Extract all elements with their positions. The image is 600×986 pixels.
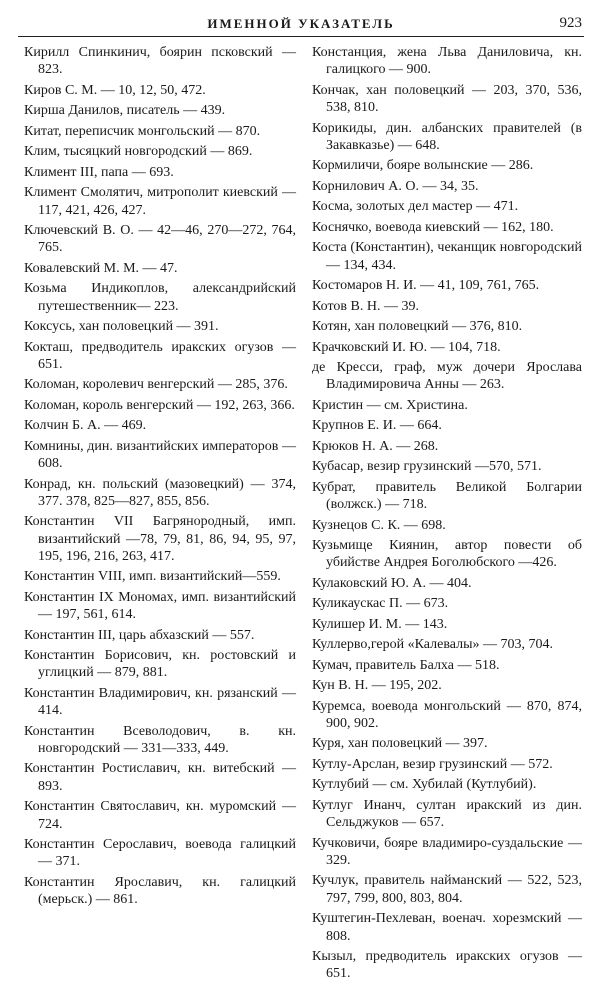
index-entry: Кутлу-Арслан, везир грузинский — 572. xyxy=(312,756,553,772)
index-entry: Китат, переписчик монгольский — 870. xyxy=(24,123,261,139)
index-entry: Комнины, дин. византийских императоров — 608. xyxy=(24,438,296,472)
index-entry: Ковалевский М. М. — 47. xyxy=(24,260,178,276)
index-entry: Корикиды, дин. албанских правителей (в Закавказье) — 648. xyxy=(312,120,582,153)
index-entry: Коломан, король венгерский — 192, 263, 366. xyxy=(24,397,295,413)
index-entry: Кормиличи, бояре волынские — 286. xyxy=(312,158,534,174)
index-entry: Куря, хан половецкий — 397. xyxy=(312,736,488,752)
index-entry: Кумач, правитель Балха — 518. xyxy=(312,657,500,673)
index-entry: Кучлук, правитель найманский — 522, 523, 797, 799, 800, 803, 804. xyxy=(312,873,582,906)
index-entry: Константин Сероcлавич, воевода галицкий — 371. xyxy=(24,837,296,870)
index-entry: Константин Святославич, кн. муромский — 724. xyxy=(24,799,296,832)
index-entry: Крачковский И. Ю. — 104, 718. xyxy=(312,339,501,355)
index-entry: Костомаров Н. И. — 41, 109, 761, 765. xyxy=(312,278,540,294)
index-entry: Кутлубий — см. Хубилай (Кутлубий). xyxy=(312,777,537,793)
index-entry: Козьма Индикоплов, александрийский путешественник— 223. xyxy=(24,281,296,314)
index-entry: Корнилович А. О. — 34, 35. xyxy=(312,178,479,194)
index-entry: Кулаковский Ю. А. — 404. xyxy=(312,575,472,591)
index-entry: Кирша Данилов, писатель — 439. xyxy=(24,103,226,119)
index-entry: Ключевский В. О. — 42—46, 270—272, 764, 765. xyxy=(24,222,296,256)
index-entry: Котян, хан половецкий — 376, 810. xyxy=(312,319,523,335)
index-entry: Куштегин-Пехлеван, военач. хорезмский — 808. xyxy=(312,911,582,944)
index-entry: Куллерво,герой «Калевалы» — 703, 704. xyxy=(312,637,553,653)
index-entry: Кызыл, предводитель иракских огузов — 651. xyxy=(312,949,582,982)
index-entry: Константин IX Мономах, имп. византийский — 197, 561, 614. xyxy=(24,589,296,623)
index-entry: Кирилл Спинкинич, боярин псковский — 823. xyxy=(24,45,296,78)
index-entry: Климент III, папа — 693. xyxy=(24,164,174,180)
index-entry: Косма, золотых дел мастер — 471. xyxy=(312,199,519,215)
index-entry: Киров С. М. — 10, 12, 50, 472. xyxy=(24,82,206,98)
index-entry: Коснячко, воевода киевский — 162, 180. xyxy=(312,219,554,235)
index-entry: Константин Ростиславич, кн. витебский — 893. xyxy=(24,761,296,794)
index-entry: Кубасар, везир грузинский —570, 571. xyxy=(312,459,542,475)
index-entry: Крупнов Е. И. — 664. xyxy=(312,418,442,434)
index-entry: Констанция, жена Льва Даниловича, кн. галицкого — 900. xyxy=(312,45,582,78)
index-entry: Кутлуг Инанч, султан иракский из дин. Сельджуков — 657. xyxy=(312,797,582,831)
index-entry: Клим, тысяцкий новгородский — 869. xyxy=(24,144,253,160)
index-entry: Крюков Н. А. — 268. xyxy=(312,438,439,454)
index-entry: Кузьмище Киянин, автор повести об убийстве Андрея Боголюбского —426. xyxy=(312,537,582,571)
index-entry: Константин VIII, имп. византийский—559. xyxy=(24,569,281,585)
index-column-right xyxy=(312,44,582,986)
index-entry: Константин Борисович, кн. ростовский и углицкий — 879, 881. xyxy=(24,648,296,681)
index-entry: Куликаускас П. — 673. xyxy=(312,596,449,612)
index-entry: Константин VII Багрянородный, имп. византийский —78, 79, 81, 86, 94, 95, 97, 195, 196, 216, 263, 417. xyxy=(24,514,296,564)
running-title: ИМЕННОЙ УКАЗАТЕЛЬ xyxy=(207,16,395,31)
page-number: 923 xyxy=(559,15,582,31)
index-entry: Кокташ, предводитель иракских огузов — 651. xyxy=(24,339,296,372)
index-entry: Константин Владимирович, кн. рязанский — 414. xyxy=(24,685,296,719)
index-entry: Котов В. Н. — 39. xyxy=(312,298,419,314)
index-entry: Колчин Б. А. — 469. xyxy=(24,418,147,434)
index-entry: Кун В. Н. — 195, 202. xyxy=(312,678,442,694)
index-entry: де Кресси, граф, муж дочери Ярослава Владимировича Анны — 263. xyxy=(312,360,582,393)
index-entry: Куремса, воевода монгольский — 870, 874, 900, 902. xyxy=(312,698,582,731)
index-entry: Константин Всеволодович, в. кн. новгородский — 331—333, 449. xyxy=(24,723,296,756)
page-header xyxy=(18,14,584,37)
index-entry: Константин III, царь абхазский — 557. xyxy=(24,627,255,643)
index-entry: Константин Ярославич, кн. галицкий (мерьск.) — 861. xyxy=(24,874,296,908)
index-entry: Кучковичи, бояре владимиро-суздальские — 329. xyxy=(312,835,582,868)
index-entry: Конрад, кн. польский (мазовецкий) — 374, 377. 378, 825—827, 855, 856. xyxy=(24,476,296,509)
index-entry: Коломан, королевич венгерский — 285, 376. xyxy=(24,377,288,393)
index-entry: Кулишер И. М. — 143. xyxy=(312,616,448,632)
index-entry: Кубрат, правитель Великой Болгарии (волжск.) — 718. xyxy=(312,479,582,513)
index-entry: Кончак, хан половецкий — 203, 370, 536, 538, 810. xyxy=(312,82,582,116)
index-entry: Коксусь, хан половецкий — 391. xyxy=(24,319,219,335)
index-entry: Кристин — см. Христина. xyxy=(312,397,468,413)
index-entry: Климент Смолятич, митрополит киевский — 117, 421, 426, 427. xyxy=(24,185,296,218)
index-column-left xyxy=(24,44,296,912)
index-entry: Коста (Константин), чеканщик новгородский — 134, 434. xyxy=(312,240,582,273)
index-entry: Кузнецов С. К. — 698. xyxy=(312,517,446,533)
